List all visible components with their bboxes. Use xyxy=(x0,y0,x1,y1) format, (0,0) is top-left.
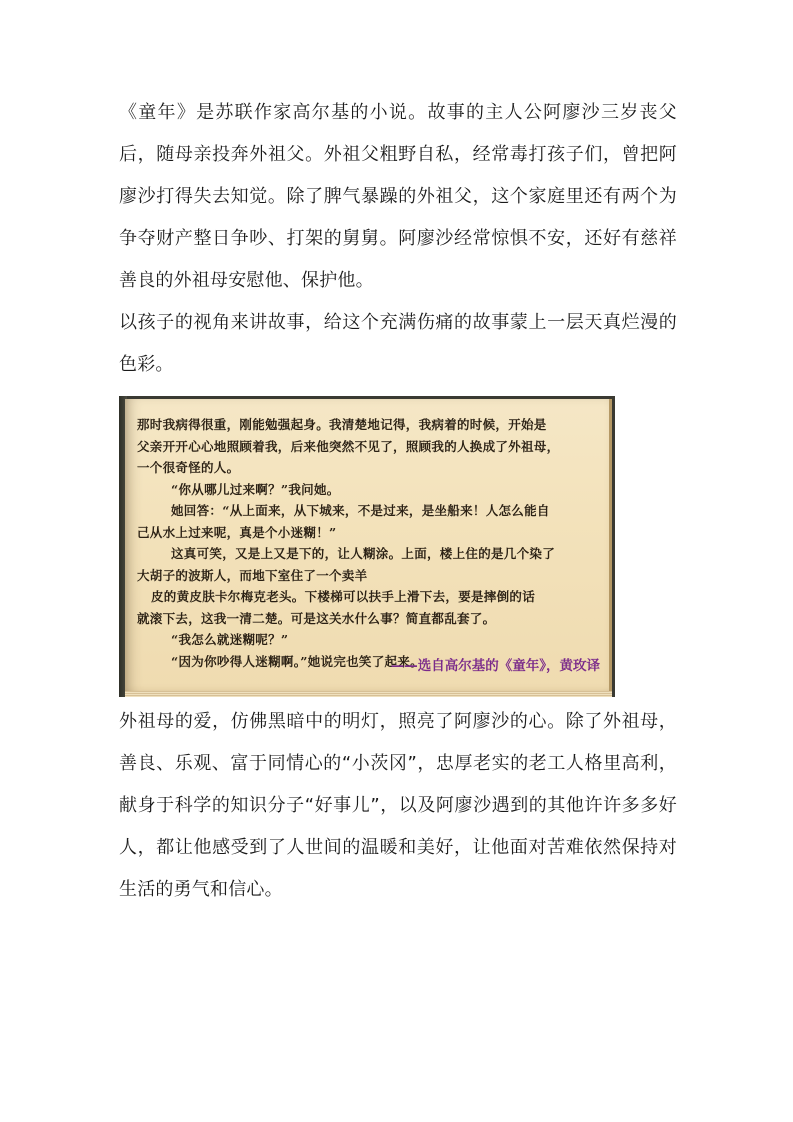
excerpt-line: 她回答：“从上面来，从下城来，不是过来，是坐船来！人怎么能自 xyxy=(171,503,550,518)
excerpt-line: “因为你吵得人迷糊啊。”她说完也笑了起来。 xyxy=(171,653,423,669)
excerpt-line: 一个很奇怪的人。 xyxy=(137,460,240,475)
excerpt-line: 己从水上过来呢，真是个小迷糊！” xyxy=(137,524,337,540)
excerpt-line: 父亲开开心心地照顾着我，后来他突然不见了，照顾我的人换成了外祖母， xyxy=(137,438,560,454)
intro-paragraph-2: 以孩子的视角来讲故事，给这个充满伤痛的故事蒙上一层天真烂漫的色彩。 xyxy=(119,312,677,375)
excerpt-line: “我怎么就迷糊呢？” xyxy=(171,632,289,647)
excerpt-caption: ——选自高尔基的《童年》，黄玫译 xyxy=(390,658,600,674)
excerpt-text xyxy=(137,414,599,672)
excerpt-line: 大胡子的波斯人，而地下室住了一个卖羊 xyxy=(137,567,368,583)
excerpt-line: “你从哪儿过来啊？”我问她。 xyxy=(171,481,340,497)
document-page xyxy=(119,92,677,911)
outro-paragraph: 外祖母的爱，仿佛黑暗中的明灯，照亮了阿廖沙的心。除了外祖母，善良、乐观、富于同情心的“小茨冈”，忠厚老实的老工人格里高利，献身于科学的知识分子“好事儿”，以及阿廖沙遇到的其他许许多多好人，都让他感受到了人世间的温暖和美好，让他面对苦难依然保持对生活的勇气和信心。 xyxy=(119,711,677,900)
excerpt-line: 就滚下去，这我一清二楚。可是这关水什么事？简直都乱套了。 xyxy=(137,610,496,626)
excerpt-line: 皮的黄皮肤卡尔梅克老头。下楼梯可以扶手上滑下去，要是摔倒的话 xyxy=(151,589,536,604)
book-excerpt-image xyxy=(119,396,615,697)
excerpt-line: 这真可笑，又是上又是下的，让人糊涂。上面，楼上住的是几个染了 xyxy=(171,546,556,561)
intro-paragraph-1: 《童年》是苏联作家高尔基的小说。故事的主人公阿廖沙三岁丧父后，随母亲投奔外祖父。外祖父粗野自私，经常毒打孩子们，曾把阿廖沙打得失去知觉。除了脾气暴躁的外祖父，这个家庭里还有两个为争夺财产整日争吵、打架的舅舅。阿廖沙经常惊惧不安，还好有慈祥善良的外祖母安慰他、保护他。 xyxy=(119,102,677,291)
book-page-edges xyxy=(125,691,612,697)
excerpt-line: 那时我病得很重，刚能勉强起身。我清楚地记得，我病着的时候，开始是 xyxy=(137,417,547,432)
